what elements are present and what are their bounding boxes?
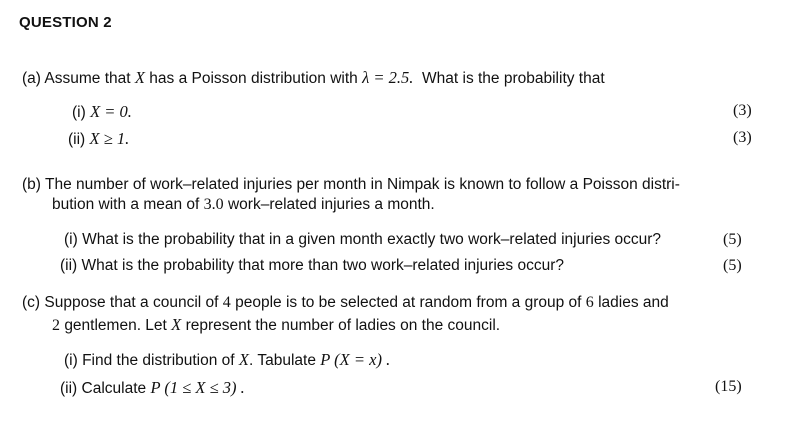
part-a-intro: [22, 68, 605, 88]
part-a-item-i-marks: (3): [733, 102, 752, 119]
part-a-var-x: X: [134, 68, 145, 87]
part-a-text-2: has a Poisson distribution with: [149, 70, 358, 87]
part-c-item-i: [64, 350, 390, 370]
part-b-line-2: [52, 196, 435, 214]
part-c-item-ii-text-a: Calculate: [81, 380, 147, 397]
part-b-item-ii-label: (ii): [60, 257, 78, 274]
question-title: QUESTION 2: [19, 14, 112, 31]
part-a-item-i-expr: X = 0.: [90, 102, 132, 121]
part-c-item-i-expr: P (X = x) .: [320, 350, 391, 369]
part-a-text-3: What is the probability that: [422, 70, 605, 87]
part-c-label: (c): [22, 294, 41, 311]
part-c-line-1: [22, 294, 669, 312]
part-b-item-ii: [60, 257, 564, 275]
part-c-text-1c: ladies and: [598, 294, 669, 311]
part-b-item-ii-marks: (5): [723, 257, 742, 274]
part-b-item-ii-text: What is the probability that more than two work–related injuries occur?: [81, 257, 564, 274]
part-a-item-ii: [68, 129, 129, 149]
part-b-item-i-text: What is the probability that in a given month exactly two work–related injuries occur?: [82, 231, 662, 248]
part-c-item-ii: [60, 378, 245, 398]
part-c-item-ii-expr: P (1 ≤ X ≤ 3) .: [150, 378, 245, 397]
part-a-lambda: λ = 2.5.: [362, 68, 414, 87]
part-b-item-i-marks: (5): [723, 231, 742, 248]
part-c-gentlemen-count: 2: [52, 317, 60, 334]
part-c-item-i-text-a: Find the distribution of: [82, 352, 235, 369]
part-b-text-2a: bution with a mean of: [52, 196, 200, 213]
part-b-item-i: [64, 231, 661, 249]
part-c-var-x: X: [171, 315, 182, 334]
part-a-item-i: [72, 102, 132, 122]
part-c-item-i-var: X: [238, 350, 250, 369]
part-b-text-2b: work–related injuries a month.: [227, 196, 435, 213]
part-c-text-2b: represent the number of ladies on the council.: [185, 317, 501, 334]
part-c-text-1a: Suppose that a council of: [44, 294, 219, 311]
part-c-text-1b: people is to be selected at random from a group of: [235, 294, 582, 311]
part-c-line-2: [52, 315, 500, 335]
part-b-line-1: [22, 176, 680, 194]
part-a-item-ii-expr: X ≥ 1.: [89, 129, 130, 148]
part-b-item-i-label: (i): [64, 231, 78, 248]
part-c-item-i-label: (i): [64, 352, 78, 369]
part-a-item-i-label: (i): [72, 104, 86, 121]
part-c-council-size: 4: [222, 294, 231, 311]
part-a-text-1: Assume that: [44, 70, 131, 87]
part-a-item-ii-marks: (3): [733, 129, 752, 146]
part-c-item-i-text-b: . Tabulate: [249, 352, 316, 369]
part-c-text-2a: gentlemen. Let: [64, 317, 167, 334]
part-c-item-ii-label: (ii): [60, 380, 78, 397]
part-a-item-ii-label: (ii): [68, 131, 86, 148]
part-a-label: (a): [22, 70, 41, 87]
part-b-text-1: The number of work–related injuries per month in Nimpak is known to follow a Poisson distri-: [44, 176, 680, 193]
part-b-label: (b): [22, 176, 41, 193]
part-c-ladies-count: 6: [585, 294, 594, 311]
part-b-mean-value: 3.0: [203, 196, 224, 213]
part-c-item-ii-marks: (15): [715, 378, 742, 395]
